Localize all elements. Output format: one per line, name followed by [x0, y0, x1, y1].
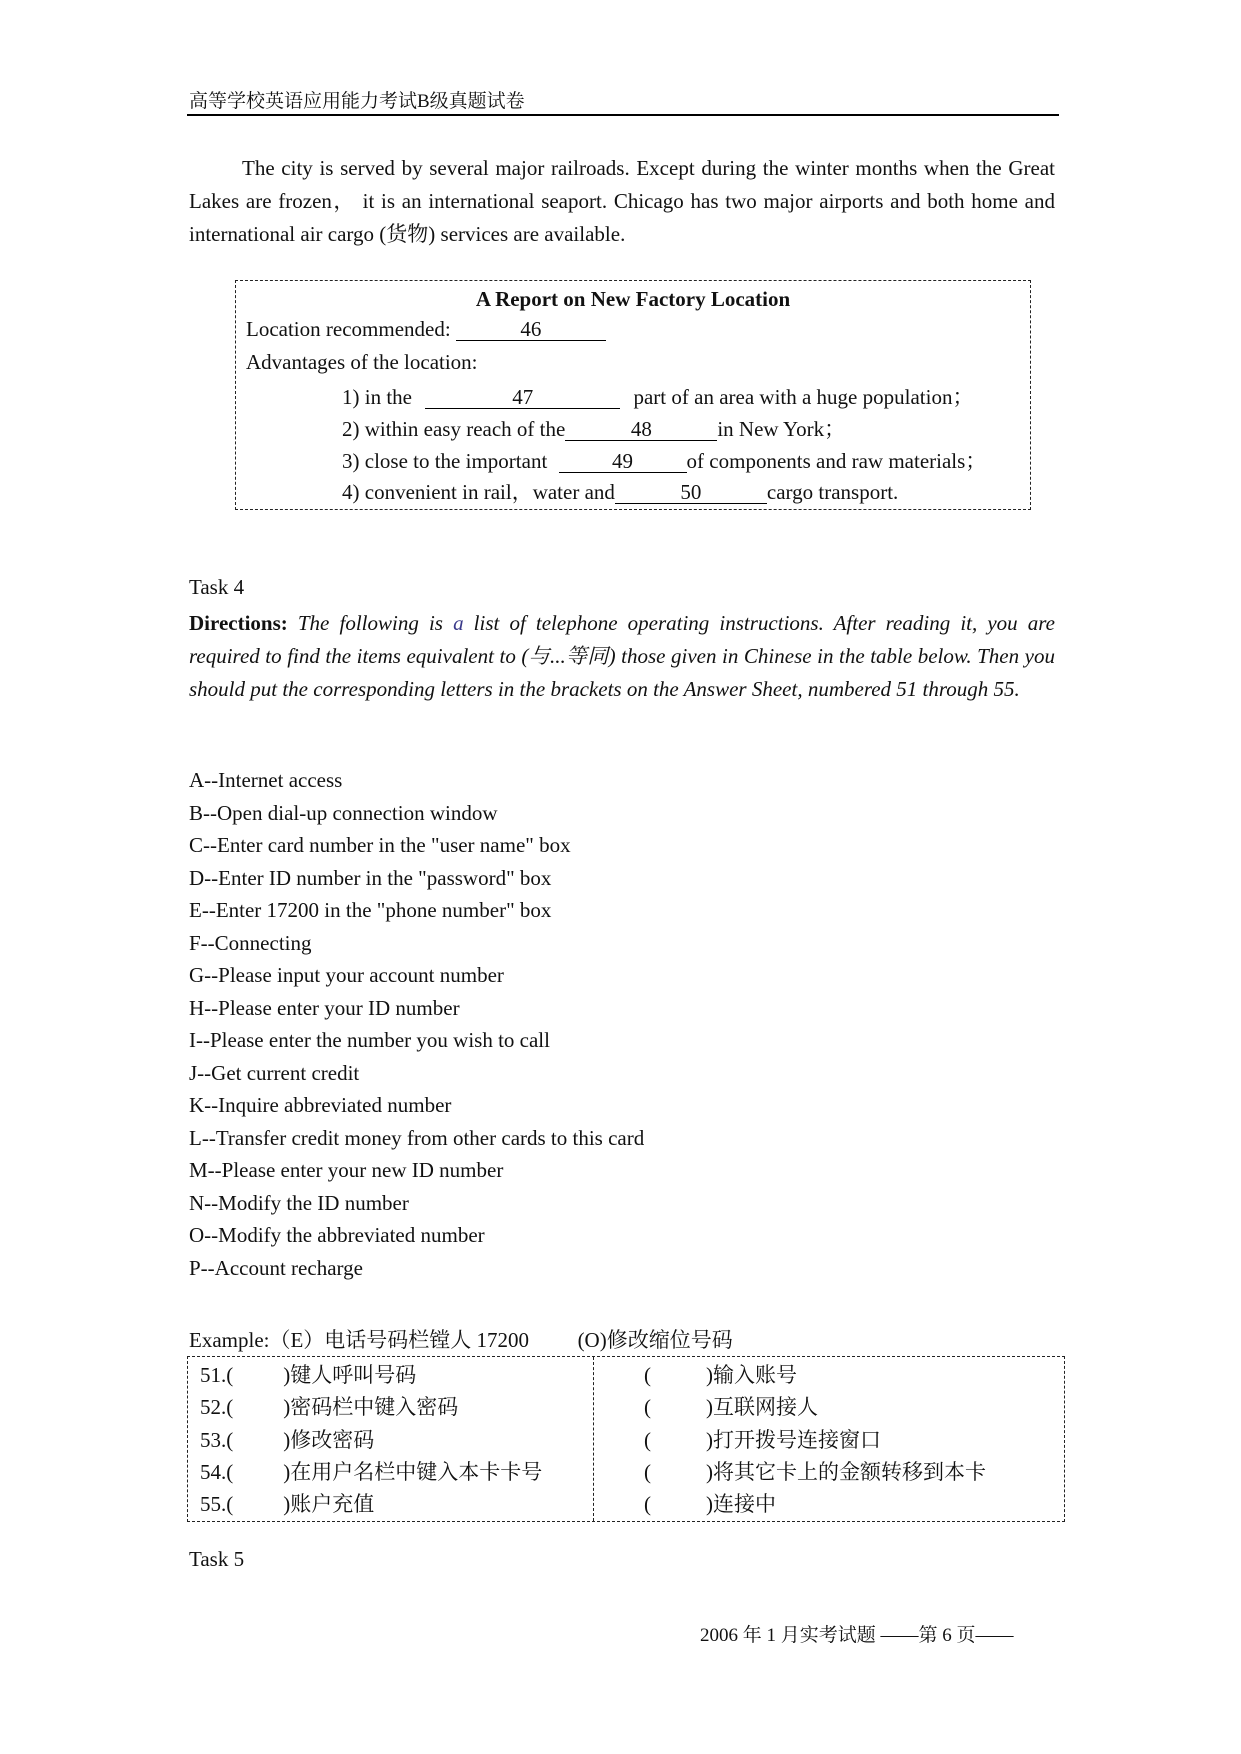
answer-right-row-5 [644, 1488, 776, 1518]
item-4-pre: 4) convenient in rail，water and [342, 480, 615, 504]
item-3-pre: 3) close to the important [342, 449, 548, 473]
item-1-pre: 1) in the [342, 385, 412, 409]
location-line [246, 317, 606, 342]
row-53-num: 53.( [200, 1428, 234, 1452]
option-o: O--Modify the abbreviated number [189, 1223, 485, 1247]
right-row-2-open: ( [644, 1395, 651, 1419]
directions-text-1: The following is [297, 611, 454, 635]
answer-row-53 [200, 1424, 374, 1454]
row-54-num: 54.( [200, 1460, 234, 1484]
item-2-pre: 2) within easy reach of the [342, 417, 566, 441]
answer-right-row-2 [644, 1391, 818, 1421]
right-row-2-text: )互联网接人 [706, 1395, 818, 1419]
right-row-3-text: )打开拨号连接窗口 [706, 1428, 881, 1452]
option-b: B--Open dial-up connection window [189, 801, 498, 825]
report-box [235, 280, 1031, 510]
answer-right-row-3 [644, 1424, 881, 1454]
option-n: N--Modify the ID number [189, 1191, 409, 1215]
answer-row-55 [200, 1488, 374, 1518]
answer-row-51 [200, 1359, 416, 1389]
directions-text-a: a [453, 611, 464, 635]
right-row-4-open: ( [644, 1460, 651, 1484]
advantage-item-4 [342, 476, 898, 506]
option-i: I--Please enter the number you wish to call [189, 1028, 550, 1052]
advantage-item-3 [342, 445, 986, 475]
option-l: L--Transfer credit money from other cards to this card [189, 1126, 645, 1150]
task5-label: Task 5 [189, 1547, 245, 1571]
row-55-num: 55.( [200, 1492, 234, 1516]
page-footer: 2006 年 1 月实考试题 ——第 6 页—— [700, 1625, 1014, 1646]
task4-label: Task 4 [189, 575, 245, 599]
option-d: D--Enter ID number in the "password" box [189, 866, 552, 890]
answer-row-52 [200, 1391, 458, 1421]
right-row-4-text: )将其它卡上的金额转移到本卡 [706, 1460, 986, 1484]
option-a: A--Internet access [189, 768, 343, 792]
report-title: A Report on New Factory Location [475, 287, 791, 311]
example-line [189, 1324, 733, 1354]
example-left: Example:（E）电话号码栏镗人 17200 [189, 1328, 530, 1352]
directions-text-2: list of telephone operating instructions. After reading it, you are required to find the items equivalent to (与...等同) those given in Chinese in the table below. Then you should put the corresponding letters in the brackets on the Answer Sheet, numbered 51 through 55. [189, 611, 1055, 701]
passage-paragraph [189, 152, 1055, 251]
option-c: C--Enter card number in the "user name" box [189, 833, 571, 857]
option-k: K--Inquire abbreviated number [189, 1093, 452, 1117]
answer-right-row-4 [644, 1456, 986, 1486]
item-1-post: part of an area with a huge population； [633, 385, 974, 409]
row-52-num: 52.( [200, 1395, 234, 1419]
row-52-left: )密码栏中键入密码 [283, 1395, 459, 1419]
header-rule [187, 114, 1059, 116]
row-51-left: )键人呼叫号码 [283, 1363, 417, 1387]
option-m: M--Please enter your new ID number [189, 1158, 504, 1182]
row-55-left: )账户充值 [283, 1492, 375, 1516]
blank-49: 49 [559, 450, 687, 473]
right-row-3-open: ( [644, 1428, 651, 1452]
row-54-left: )在用户名栏中键入本卡卡号 [283, 1460, 543, 1484]
right-row-1-text: )输入账号 [706, 1363, 797, 1387]
option-j: J--Get current credit [189, 1061, 360, 1085]
page-header-title: 高等学校英语应用能力考试B级真题试卷 [189, 91, 525, 112]
row-51-num: 51.( [200, 1363, 234, 1387]
right-row-1-open: ( [644, 1363, 651, 1387]
item-2-post: in New York； [717, 417, 846, 441]
advantage-item-1 [342, 381, 973, 411]
task4-directions [189, 607, 1055, 706]
option-f: F--Connecting [189, 931, 312, 955]
item-3-post: of components and raw materials； [686, 449, 987, 473]
option-e: E--Enter 17200 in the "phone number" box [189, 898, 552, 922]
blank-50: 50 [615, 481, 767, 504]
blank-48: 48 [565, 418, 717, 441]
option-p: P--Account recharge [189, 1256, 363, 1280]
location-label: Location recommended: [246, 317, 451, 341]
example-right: (O)修改缩位号码 [577, 1328, 733, 1352]
answer-table-divider [593, 1357, 594, 1521]
blank-46: 46 [456, 318, 606, 341]
option-g: G--Please input your account number [189, 963, 504, 987]
right-row-5-text: )连接中 [706, 1492, 776, 1516]
answer-right-row-1 [644, 1359, 797, 1389]
row-53-left: )修改密码 [283, 1428, 375, 1452]
option-h: H--Please enter your ID number [189, 996, 460, 1020]
blank-47: 47 [425, 386, 620, 409]
answer-row-54 [200, 1456, 542, 1486]
answer-table [187, 1356, 1065, 1522]
passage-text: The city is served by several major railroads. Except during the winter months when the Great Lakes are frozen， it is an international seaport. Chicago has two major airports and both home and international air cargo (货物) services are available. [189, 156, 1055, 246]
right-row-5-open: ( [644, 1492, 651, 1516]
item-4-post: cargo transport. [766, 480, 899, 504]
directions-label: Directions: [189, 611, 288, 635]
advantage-item-2 [342, 413, 845, 443]
advantages-label: Advantages of the location: [246, 350, 478, 374]
